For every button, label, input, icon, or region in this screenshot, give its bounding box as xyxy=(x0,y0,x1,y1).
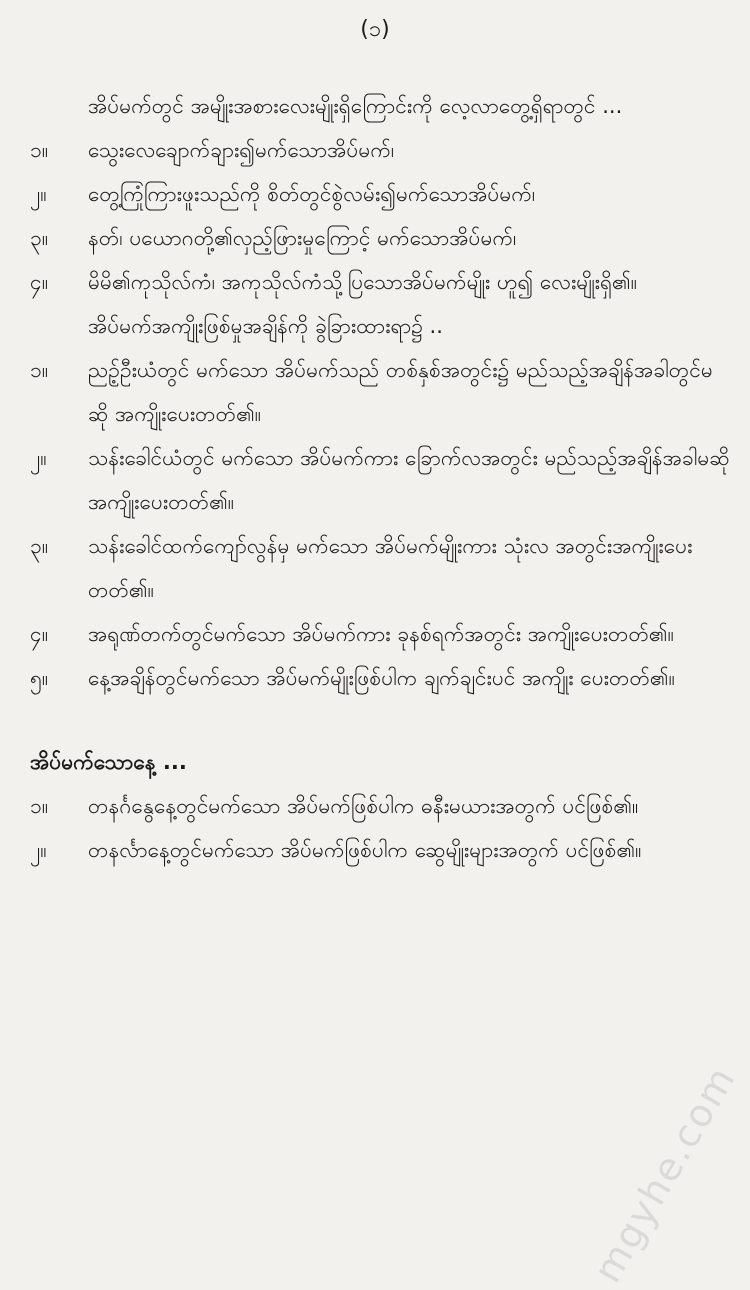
item-text: နတ်၊ ပယောဂတို့၏လှည့်ဖြားမှုကြောင့် မက်သောအိပ်မက်၊ xyxy=(88,226,517,250)
item-number: ၂။ xyxy=(30,446,47,470)
item-number: ၄။ xyxy=(30,270,49,294)
days-list xyxy=(30,784,730,872)
intro-paragraph: အိပ်မက်တွင် အမျိုးအစားလေးမျိုးရှိကြောင်းကို လေ့လာတွေ့ရှိရာတွင် ... xyxy=(88,94,623,118)
item-number: ၅။ xyxy=(30,666,49,690)
item-number: ၄။ xyxy=(30,622,49,646)
list-item xyxy=(30,612,730,656)
list-item xyxy=(30,828,730,872)
list-item xyxy=(30,348,730,436)
list-item xyxy=(30,216,730,260)
item-text: ညဥ့်ဦးယံတွင် မက်သော အိပ်မက်သည် တစ်နှစ်အတွင်း၌ မည်သည့်အချိန်အခါတွင်မဆို အကျိုးပေးတတ်၏။ xyxy=(88,358,713,426)
list-item xyxy=(30,524,730,612)
item-number: ၃။ xyxy=(30,534,49,558)
item-text: တနင်္လာနေ့တွင်မက်သော အိပ်မက်ဖြစ်ပါက ဆွေမျိုးများအတွက် ပင်ဖြစ်၏။ xyxy=(88,838,642,862)
item-text: သွေးလေချောက်ချား၍မက်သောအိပ်မက်၊ xyxy=(88,138,395,162)
list-item xyxy=(30,260,730,304)
item-text: တနင်္ဂနွေနေ့တွင်မက်သော အိပ်မက်ဖြစ်ပါက ဓနီးမယားအတွက် ပင်ဖြစ်၏။ xyxy=(88,794,639,818)
list-item xyxy=(30,128,730,172)
item-text: သန်းခေါင်ထက်ကျော်လွန်မှ မက်သော အိပ်မက်မျိုးကား သုံးလ အတွင်းအကျိုးပေးတတ်၏။ xyxy=(88,534,693,602)
list-item xyxy=(30,784,730,828)
item-number: ၂။ xyxy=(30,182,47,206)
item-number: ၁။ xyxy=(30,794,49,818)
watermark: mgyhe.com xyxy=(584,1058,744,1290)
page-number: (၁) xyxy=(360,17,390,42)
item-text: သန်းခေါင်ယံတွင် မက်သော အိပ်မက်ကား ခြောက်လအတွင်း မည်သည့်အချိန်အခါမဆို အကျိုးပေးတတ်၏။ xyxy=(88,446,730,514)
list-item xyxy=(30,436,730,524)
item-text: နေ့အချိန်တွင်မက်သော အိပ်မက်မျိုးဖြစ်ပါက ချက်ချင်းပင် အကျိုး ပေးတတ်၏။ xyxy=(88,666,675,690)
item-text: အရုဏ်တက်တွင်မက်သော အိပ်မက်ကား ခုနစ်ရက်အတွင်း အကျိုးပေးတတ်၏။ xyxy=(88,622,674,646)
item-number: ၂။ xyxy=(30,838,47,862)
item-text: မိမိ၏ကုသိုလ်ကံ၊ အကုသိုလ်ကံသို့ပြသောအိပ်မက်မျိုး ဟူ၍ လေးမျိုးရှိ၏။ xyxy=(88,270,638,294)
timing-intro: အိပ်မက်အကျိုးဖြစ်မှုအချိန်ကို ခွဲခြားထားရာ၌ .. xyxy=(88,314,443,338)
item-number: ၁။ xyxy=(30,138,49,162)
item-number: ၃။ xyxy=(30,226,49,250)
item-text: တွေ့ကြုံကြားဖူးသည်ကို စိတ်တွင်စွဲလမ်း၍မက်သောအိပ်မက်၊ xyxy=(88,182,536,206)
list-item xyxy=(30,656,730,700)
item-number: ၁။ xyxy=(30,358,49,382)
timing-list xyxy=(30,348,730,700)
page-content xyxy=(30,84,730,872)
dream-types-list xyxy=(30,128,730,304)
section-heading: အိပ်မက်သောနေ့ ... xyxy=(30,750,187,774)
list-item xyxy=(30,172,730,216)
